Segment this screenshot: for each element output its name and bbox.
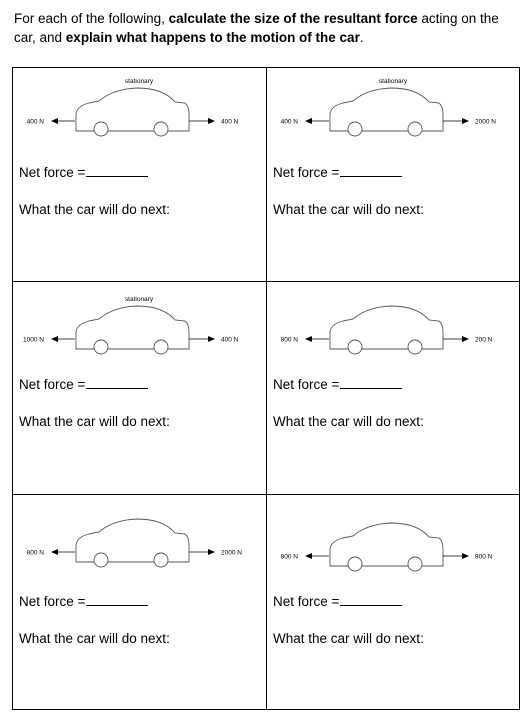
car-force-diagram xyxy=(267,282,520,372)
left-force-arrow-head xyxy=(51,118,58,124)
left-force-label: 400 N xyxy=(26,118,44,126)
right-force-arrow-head xyxy=(208,336,215,342)
net-force-line xyxy=(273,593,402,609)
left-force-label: 400 N xyxy=(280,118,298,126)
question-cell xyxy=(13,68,267,282)
car-body xyxy=(76,88,189,131)
instructions-text: acting on the car, and xyxy=(14,11,499,45)
net-force-label: Net force = xyxy=(19,165,86,180)
car-wheel-rear xyxy=(94,340,108,354)
net-force-answer-blank[interactable] xyxy=(340,593,402,606)
net-force-line xyxy=(273,164,402,180)
question-cell xyxy=(13,495,267,709)
car-force-diagram xyxy=(13,495,266,585)
car-body xyxy=(330,306,443,349)
net-force-label: Net force = xyxy=(273,594,340,609)
net-force-answer-blank[interactable] xyxy=(86,376,148,389)
left-force-label: 800 N xyxy=(26,549,44,557)
right-force-arrow-head xyxy=(208,549,215,555)
right-force-label: 200 N xyxy=(475,336,493,344)
car-wheel-rear xyxy=(348,557,362,571)
net-force-answer-blank[interactable] xyxy=(340,376,402,389)
right-force-label: 2000 N xyxy=(475,118,496,126)
right-force-arrow-head xyxy=(208,118,215,124)
car-wheel-front xyxy=(408,340,422,354)
net-force-label: Net force = xyxy=(273,377,340,392)
car-wheel-front xyxy=(408,122,422,136)
questions-grid xyxy=(12,67,520,710)
question-cell xyxy=(267,282,520,495)
next-motion-prompt: What the car will do next: xyxy=(273,202,424,217)
next-motion-prompt: What the car will do next: xyxy=(19,202,170,217)
net-force-answer-blank[interactable] xyxy=(86,164,148,177)
left-force-label: 800 N xyxy=(280,553,298,561)
instructions-bold-calculate: calculate the size of the resultant force xyxy=(168,11,418,26)
left-force-arrow-head xyxy=(305,553,312,559)
net-force-line xyxy=(19,376,148,392)
car-body xyxy=(330,523,443,566)
right-force-arrow-head xyxy=(462,336,469,342)
next-motion-prompt: What the car will do next: xyxy=(273,414,424,429)
car-body xyxy=(76,306,189,349)
net-force-label: Net force = xyxy=(19,377,86,392)
car-wheel-front xyxy=(408,557,422,571)
net-force-answer-blank[interactable] xyxy=(340,164,402,177)
right-force-label: 400 N xyxy=(221,118,239,126)
car-wheel-rear xyxy=(348,122,362,136)
right-force-label: 2000 N xyxy=(221,549,242,557)
net-force-line xyxy=(19,593,148,609)
question-cell xyxy=(267,495,520,709)
car-wheel-rear xyxy=(94,553,108,567)
car-wheel-front xyxy=(154,553,168,567)
right-force-label: 800 N xyxy=(475,553,493,561)
motion-state-label: stationary xyxy=(378,78,408,85)
car-force-diagram xyxy=(267,68,520,158)
instructions-bold-explain: explain what happens to the motion of the car xyxy=(65,30,360,45)
car-wheel-rear xyxy=(94,122,108,136)
right-force-arrow-head xyxy=(462,118,469,124)
right-force-arrow-head xyxy=(462,553,469,559)
net-force-label: Net force = xyxy=(273,165,340,180)
net-force-answer-blank[interactable] xyxy=(86,593,148,606)
car-wheel-front xyxy=(154,340,168,354)
left-force-arrow-head xyxy=(51,549,58,555)
instructions-text: For each of the following, xyxy=(14,11,169,26)
car-wheel-front xyxy=(154,122,168,136)
left-force-label: 800 N xyxy=(280,336,298,344)
net-force-line xyxy=(19,164,148,180)
instructions xyxy=(14,9,519,47)
car-body xyxy=(330,88,443,131)
net-force-line xyxy=(273,376,402,392)
question-cell xyxy=(13,282,267,495)
car-force-diagram xyxy=(13,68,266,158)
question-cell xyxy=(267,68,520,282)
left-force-arrow-head xyxy=(51,336,58,342)
car-wheel-rear xyxy=(348,340,362,354)
net-force-label: Net force = xyxy=(19,594,86,609)
car-body xyxy=(76,519,189,562)
next-motion-prompt: What the car will do next: xyxy=(273,631,424,646)
motion-state-label: stationary xyxy=(124,296,154,303)
motion-state-label: stationary xyxy=(124,78,154,85)
car-force-diagram xyxy=(267,495,520,585)
car-force-diagram xyxy=(13,282,266,372)
next-motion-prompt: What the car will do next: xyxy=(19,631,170,646)
right-force-label: 400 N xyxy=(221,336,239,344)
left-force-arrow-head xyxy=(305,336,312,342)
instructions-text: . xyxy=(359,30,364,45)
left-force-arrow-head xyxy=(305,118,312,124)
next-motion-prompt: What the car will do next: xyxy=(19,414,170,429)
left-force-label: 1000 N xyxy=(23,336,44,344)
